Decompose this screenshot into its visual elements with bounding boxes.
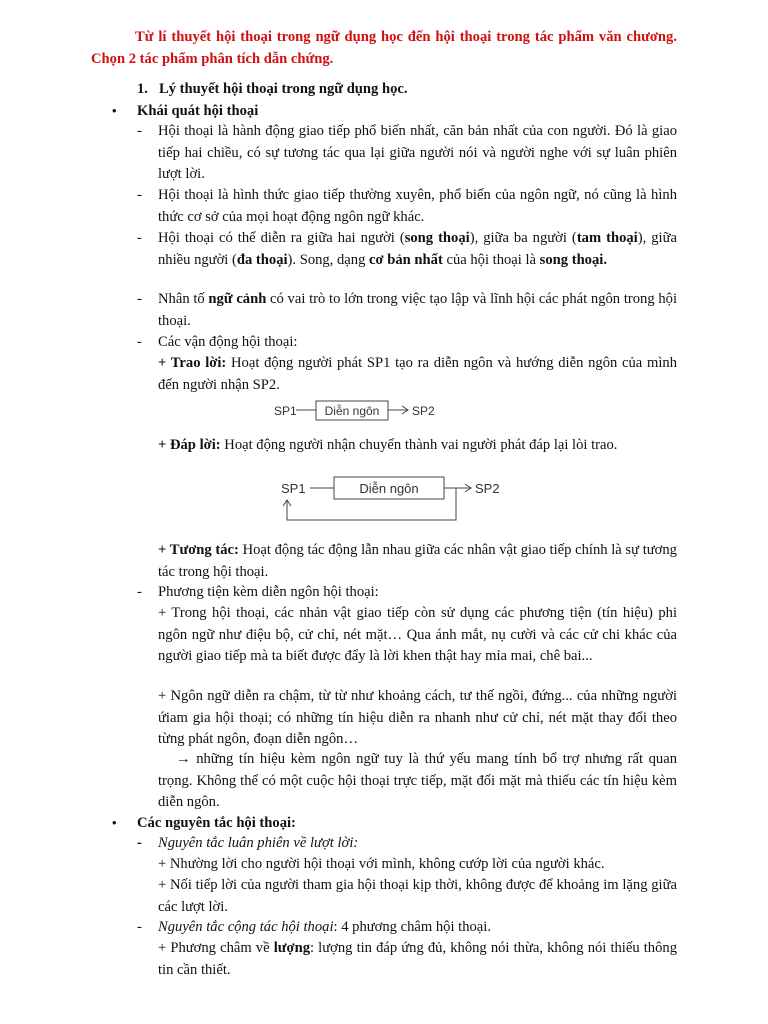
diagram-sp2-label: SP2 [475,481,500,496]
dash-marker: - [137,835,142,851]
dash-marker: - [137,334,142,350]
text-run: ), giữa nhiều người ( [158,230,677,268]
bold-term: tam thoại [576,230,638,246]
bold-label: + Đáp lời: [158,437,221,453]
document-title: Từ lí thuyết hội thoại trong ngữ dụng học đến hội thoại trong tác phẩm văn chương. Chọn 2 tác phẩm phân tích dẫn chứng. [91,29,677,67]
text-run: Hoạt động người nhận chuyển thành vai người phát đáp lại lòi trao. [220,437,618,453]
bullet-icon: • [112,815,117,830]
list-item-text [158,228,677,271]
list-item-text: Nguyên tắc luân phiên về lượt lời: [158,835,359,851]
dash-marker: - [137,919,142,935]
bold-term: song thoại [404,230,470,246]
bold-term: lượng [273,940,311,956]
section-heading [137,79,408,101]
bold-label: + Tương tác: [158,542,239,558]
paragraph-nhuong-loi: + Nhường lời cho người hội thoại với mình, không cướp lời của người khác. [158,856,605,872]
paragraph-tuong-tac [158,540,677,583]
text-run: ), giữa ba người ( [469,230,577,246]
text-run: Hoạt động người phát SP1 tạo ra diễn ngôn và hướng diễn ngôn của mình đến người nhận SP2. [158,355,677,393]
text-run: + Phương châm về [158,940,274,956]
diagram-box-label: Diễn ngôn [324,404,380,418]
text-run: Hoạt động tác động lẫn nhau giữa các nhân vật giao tiếp chính là sự tương tác trong hội thoại. [158,542,677,580]
bullet-icon: • [112,103,117,118]
diagram-sp1-label: SP1 [281,481,306,496]
text-run: có vai trò to lớn trong việc tạo lập và lĩnh hội các phát ngôn trong hội thoại. [158,291,677,329]
arrow-right-icon: → [176,751,191,767]
dash-marker: - [137,584,142,600]
bold-term: cơ bản nhất [369,251,443,268]
list-item-text: Các vận động hội thoại: [158,334,298,350]
dash-marker: - [137,230,142,246]
diagram-trao-loi [270,398,470,424]
diagram-dap-loi [276,474,516,524]
paragraph-trao-loi [158,353,677,396]
bullet-heading-text: Khái quát hội thoại [137,103,259,119]
text-run: Nhân tố [158,291,209,307]
bullet-heading-text: Các nguyên tắc hội thoại: [137,815,296,831]
bold-label: + Trao lời: [158,355,227,371]
bullet-heading-principles [112,812,296,835]
paragraph-phi-ngon-ngu: + Trong hội thoại, các nhản vật giao tiếp còn sử dụng các phương tiện (tín hiệu) phi ngôn ngữ như điệu bộ, cử chỉ, nét mặt… Qua ánh mắt, nụ cười và các cử chi khác của người giao tiếp mà ta biết được đẩy là lời khen thật hay mỉa mai, chê bai... [158,605,677,664]
section-heading-text: Lý thuyết hội thoại trong ngữ dụng học. [159,81,408,97]
diagram-sp2-label: SP2 [412,404,435,418]
paragraph-conclusion [158,749,677,814]
text-run: ). Song, dạng [287,251,370,268]
section-number: 1. [137,81,148,97]
text-run: : 4 phương châm hội thoại. [333,919,491,935]
list-item-text [158,917,677,939]
paragraph-phuong-cham-luong [158,938,677,981]
text-run: những tín hiệu kèm ngôn ngữ tuy là thứ yếu mang tính bổ trợ nhưng rất quan trọng. Không thể có một cuộc hội thoại trực tiếp, mặt đối mặt mà thiếu các tín hiệu kèm diễn ngôn. [158,751,677,810]
dash-marker: - [137,291,142,307]
paragraph-dap-loi [158,435,677,457]
list-item-text: Hội thoại là hình thức giao tiếp thường xuyên, phổ biến của ngôn ngữ, nó cũng là hình thức cơ sở của mọi hoạt động ngôn ngữ khác. [158,187,677,225]
diagram-box-label: Diễn ngôn [359,481,419,496]
text-run: : lượng tin đáp ứng đủ, không nói thừa, không nói thiếu thông tin cần thiết. [158,940,677,978]
text-run: của hội thoại là [442,251,540,268]
bullet-heading-overview [112,100,258,123]
bold-term: ngữ cảnh [208,291,267,307]
diagram-sp1-label: SP1 [274,404,297,418]
italic-term: Nguyên tắc cộng tác hội thoại [158,919,334,935]
paragraph-ngon-ngu-cham: + Ngôn ngữ diễn ra chậm, từ từ như khoảng cách, tư thế ngồi, đứng... của những người ứiam gia hội thoại; có những tín hiệu diễn ra nhanh như cử chỉ, nét mặt thay đổi theo từng phát ngôn, đoạn diễn ngôn… [158,688,677,747]
list-item-text: Hội thoại là hành động giao tiếp phổ biến nhất, căn bản nhất của con người. Đó là giao tiếp hai chiều, có sự tương tác qua lại giữa người nói và người nghe với sự luân phiên lượt lời. [158,123,677,182]
list-item-text [158,289,677,332]
paragraph-noi-tiep-loi: + Nối tiếp lời của người tham gia hội thoại kịp thời, không được để khoảng im lặng giữa các lượt lời. [158,877,677,915]
list-item-text: Phương tiện kèm diễn ngôn hội thoại: [158,584,379,600]
bold-term: đa thoại [236,251,288,268]
bold-term: song thoại. [539,251,607,268]
dash-marker: - [137,187,142,203]
dash-marker: - [137,123,142,139]
text-run: Hội thoại có thể diễn ra giữa hai người ( [158,230,405,246]
